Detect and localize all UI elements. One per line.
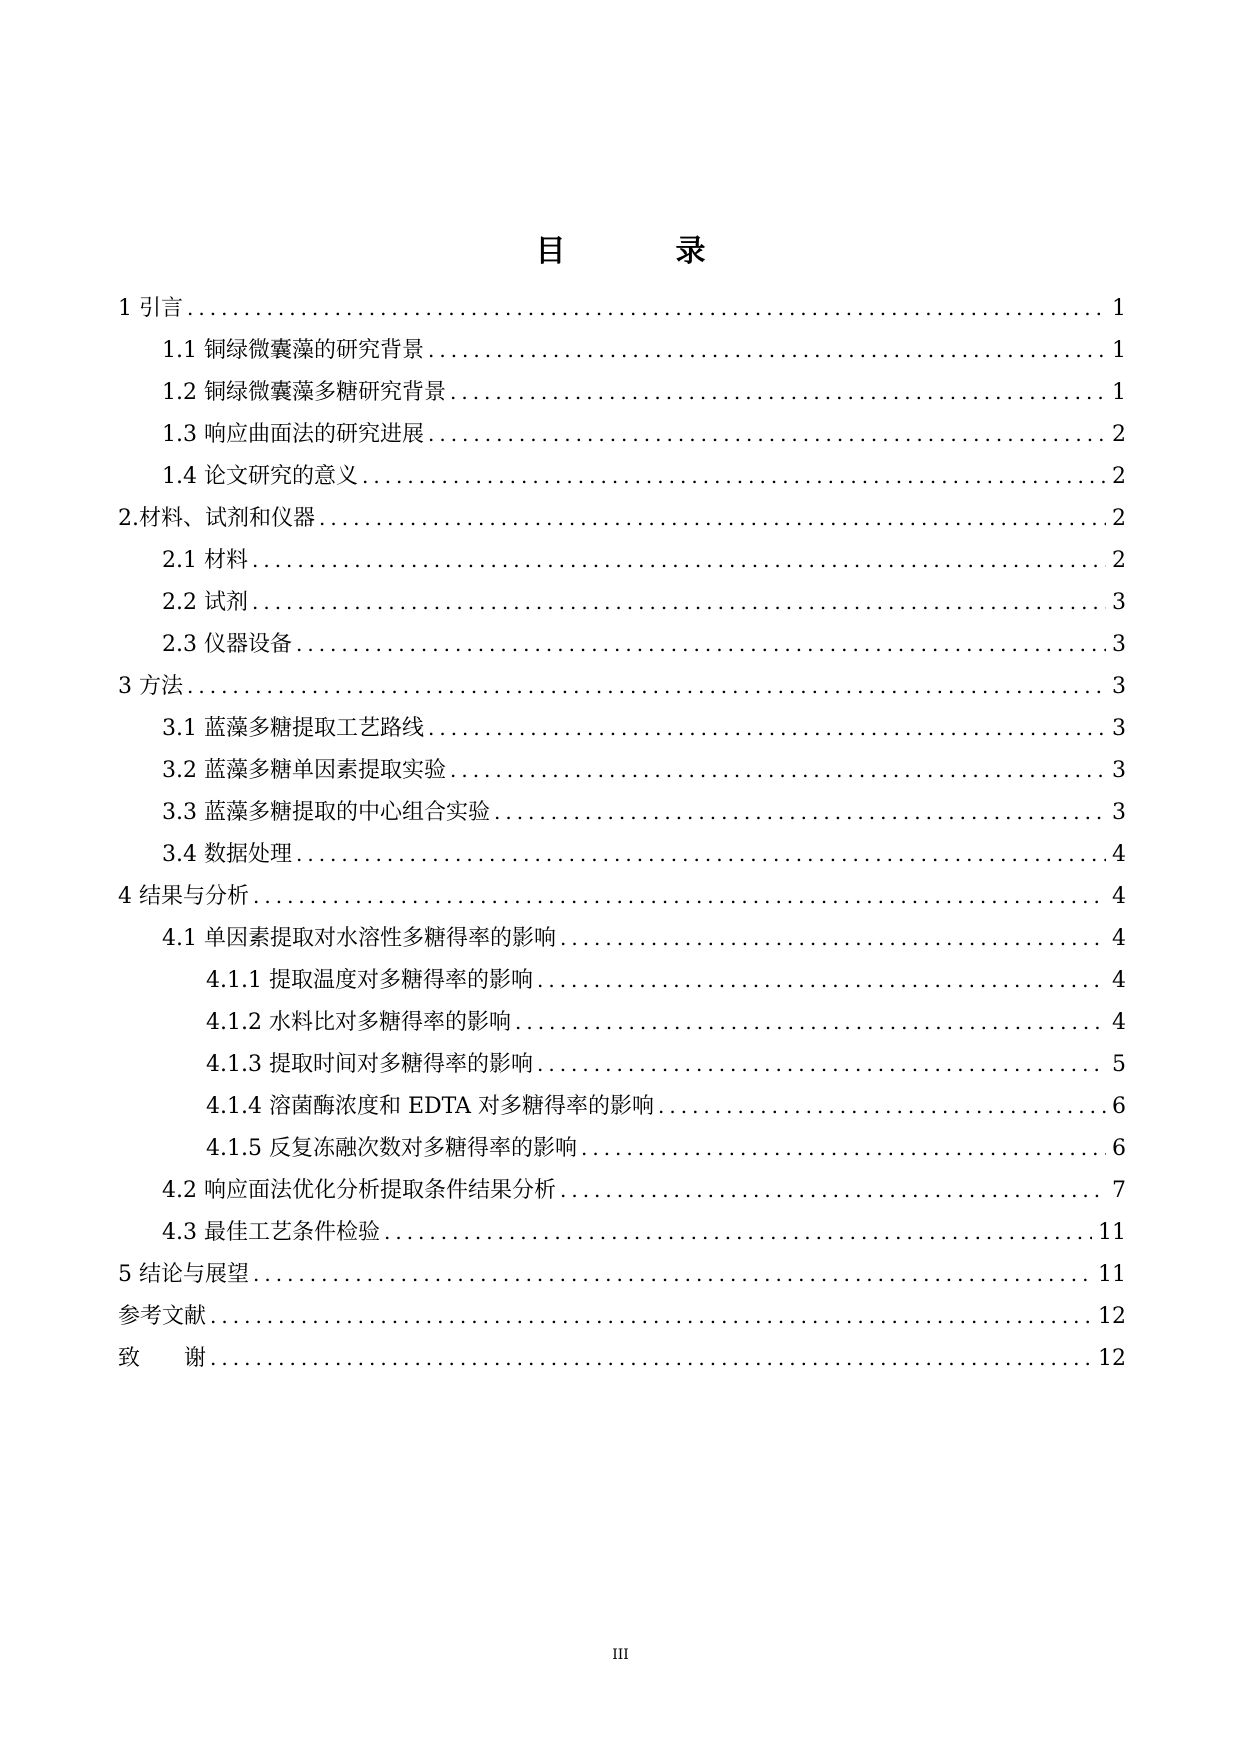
toc-dot-leader [428,329,1106,371]
toc-entry-page: 6 [1112,1136,1126,1161]
toc-entry[interactable] [118,875,1126,917]
toc-entry-label: 4.1.2 水料比对多糖得率的影响 [206,1010,511,1035]
toc-dot-leader [319,497,1106,539]
toc-entry-page: 2 [1112,464,1126,489]
toc-entry[interactable] [118,833,1126,875]
toc-entry-label: 4.1.3 提取时间对多糖得率的影响 [206,1052,533,1077]
toc-entry-label: 4.3 最佳工艺条件检验 [162,1220,380,1245]
toc-entry-label: 参考文献 [118,1304,207,1329]
toc-entry-page: 6 [1112,1094,1126,1119]
toc-entry[interactable] [118,1043,1126,1085]
toc-entry[interactable] [118,497,1126,539]
toc-entry[interactable] [118,455,1126,497]
toc-dot-leader [537,959,1106,1001]
toc-dot-leader [187,665,1106,707]
toc-entry-page: 4 [1112,842,1126,867]
toc-entry-label: 4.1.5 反复冻融次数对多糖得率的影响 [206,1136,577,1161]
toc-entry[interactable] [118,581,1126,623]
toc-entry-label: 3.4 数据处理 [162,842,292,867]
toc-entry-label: 1.4 论文研究的意义 [162,464,358,489]
toc-entry[interactable] [118,1001,1126,1043]
toc-entry[interactable] [118,287,1126,329]
toc-entry-page: 2 [1112,506,1126,531]
toc-entry[interactable] [118,539,1126,581]
toc-dot-leader [296,623,1106,665]
toc-entry-label: 4.1.1 提取温度对多糖得率的影响 [206,968,533,993]
toc-entry[interactable] [118,1295,1126,1337]
toc-entry-label: 2.1 材料 [162,548,248,573]
toc-dot-leader [296,833,1106,875]
toc-entry-page: 11 [1098,1262,1126,1287]
toc-dot-leader [537,1043,1106,1085]
toc-entry-label: 4.1 单因素提取对水溶性多糖得率的影响 [162,926,556,951]
toc-entry-label: 3.1 蓝藻多糖提取工艺路线 [162,716,424,741]
toc-dot-leader [362,455,1106,497]
toc-entry[interactable] [118,1169,1126,1211]
toc-entry-label: 2.2 试剂 [162,590,248,615]
toc-entry[interactable] [118,665,1126,707]
toc-dot-leader [252,581,1106,623]
toc-dot-leader [515,1001,1106,1043]
page-number: III [612,1647,629,1663]
toc-entry-page: 3 [1112,590,1126,615]
toc-dot-leader [210,1295,1092,1337]
table-of-contents [118,287,1126,1379]
toc-entry-label: 1.1 铜绿微囊藻的研究背景 [162,338,424,363]
toc-entry-page: 2 [1112,548,1126,573]
toc-entry[interactable] [118,413,1126,455]
toc-entry-label: 3.3 蓝藻多糖提取的中心组合实验 [162,800,490,825]
toc-entry[interactable] [118,329,1126,371]
toc-entry-page: 3 [1112,632,1126,657]
toc-entry[interactable] [118,917,1126,959]
toc-dot-leader [560,1169,1106,1211]
toc-entry-label: 4.2 响应面法优化分析提取条件结果分析 [162,1178,556,1203]
toc-dot-leader [450,749,1106,791]
toc-dot-leader [384,1211,1092,1253]
toc-entry-label: 1.3 响应曲面法的研究进展 [162,422,424,447]
toc-dot-leader [581,1127,1106,1169]
toc-entry-page: 4 [1112,1010,1126,1035]
toc-dot-leader [494,791,1106,833]
toc-title: 目 录 [535,234,746,269]
toc-entry-label: 1 引言 [118,296,183,321]
toc-entry[interactable] [118,1127,1126,1169]
toc-entry-label: 致 谢 [118,1346,207,1371]
toc-entry-label: 2.3 仪器设备 [162,632,292,657]
toc-dot-leader [253,1253,1092,1295]
toc-entry[interactable] [118,623,1126,665]
toc-entry-label: 1.2 铜绿微囊藻多糖研究背景 [162,380,446,405]
toc-entry-page: 4 [1112,884,1126,909]
toc-entry-label: 2.材料、试剂和仪器 [118,506,315,531]
toc-entry-page: 5 [1112,1052,1126,1077]
toc-entry[interactable] [118,959,1126,1001]
toc-dot-leader [450,371,1106,413]
toc-entry-page: 3 [1112,716,1126,741]
toc-entry-page: 7 [1112,1178,1126,1203]
toc-entry[interactable] [118,1253,1126,1295]
toc-entry[interactable] [118,791,1126,833]
toc-entry[interactable] [118,1085,1126,1127]
toc-entry-label: 4 结果与分析 [118,884,249,909]
toc-entry-page: 1 [1112,296,1126,321]
toc-entry[interactable] [118,371,1126,413]
toc-dot-leader [428,707,1106,749]
toc-entry-label: 3.2 蓝藻多糖单因素提取实验 [162,758,446,783]
toc-entry-page: 12 [1098,1346,1126,1371]
toc-entry-page: 11 [1098,1220,1126,1245]
toc-entry-label: 3 方法 [118,674,183,699]
toc-entry-page: 4 [1112,968,1126,993]
toc-entry-page: 3 [1112,674,1126,699]
toc-dot-leader [560,917,1106,959]
toc-entry-page: 12 [1098,1304,1126,1329]
toc-entry-page: 3 [1112,758,1126,783]
toc-entry-page: 4 [1112,926,1126,951]
toc-entry[interactable] [118,1211,1126,1253]
toc-dot-leader [428,413,1106,455]
toc-dot-leader [658,1085,1106,1127]
toc-entry[interactable] [118,707,1126,749]
toc-dot-leader [210,1337,1092,1379]
toc-entry-label: 4.1.4 溶菌酶浓度和 EDTA 对多糖得率的影响 [206,1094,655,1119]
toc-dot-leader [187,287,1106,329]
toc-dot-leader [253,875,1106,917]
toc-entry[interactable] [118,1337,1126,1379]
toc-entry-page: 1 [1112,380,1126,405]
toc-entry-page: 1 [1112,338,1126,363]
toc-dot-leader [252,539,1106,581]
toc-entry[interactable] [118,749,1126,791]
toc-entry-page: 2 [1112,422,1126,447]
toc-entry-page: 3 [1112,800,1126,825]
toc-entry-label: 5 结论与展望 [118,1262,249,1287]
